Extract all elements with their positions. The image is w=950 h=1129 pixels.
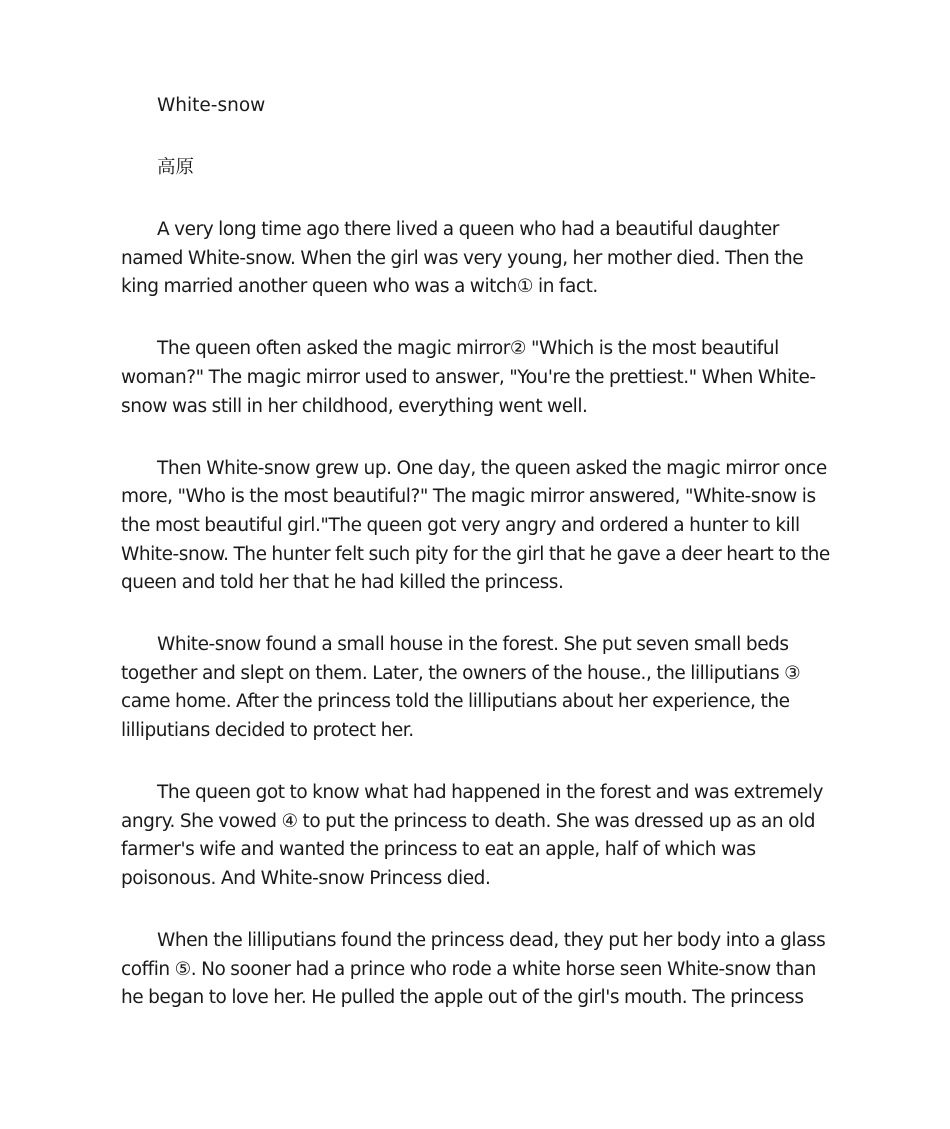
paragraph: White-snow found a small house in the forest. She put seven small beds together and slept on them. Later, the owners of the house., the lilliputians ③ came home. After the princess told the lilliputians about her experience, the lilliputians decided to protect her. [121, 634, 801, 741]
paragraph: The queen got to know what had happened in the forest and was extremely angry. She vowed ④ to put the princess to death. She was dressed up as an old farmer's wife and wanted the princess to eat an apple, half of which was poisonous. And White-snow Princess died. [121, 782, 823, 889]
document-page [121, 92, 831, 1046]
document-title: White-snow [157, 95, 266, 116]
document-author: 高原 [157, 157, 195, 179]
paragraph: The queen often asked the magic mirror② "Which is the most beautiful woman?" The magic mirror used to answer, "You're the prettiest." When White-snow was still in her childhood, everything went well. [121, 338, 816, 417]
paragraph: A very long time ago there lived a queen who had a beautiful daughter named White-snow. When the girl was very young, her mother died. Then the king married another queen who was a witch① in fact. [121, 219, 804, 298]
paragraph: Then White-snow grew up. One day, the queen asked the magic mirror once more, "Who is the most beautiful?" The magic mirror answered, "White-snow is the most beautiful girl."The queen got very angry and ordered a hunter to kill White-snow. The hunter felt such pity for the girl that he gave a deer heart to the queen and told her that he had killed the princess. [121, 457, 830, 594]
paragraph: When the lilliputians found the princess dead, they put her body into a glass coffin ⑤. No sooner had a prince who rode a white horse seen White-snow than he began to love her. He pulled the apple out of the girl's mouth. The princess [121, 929, 826, 1009]
